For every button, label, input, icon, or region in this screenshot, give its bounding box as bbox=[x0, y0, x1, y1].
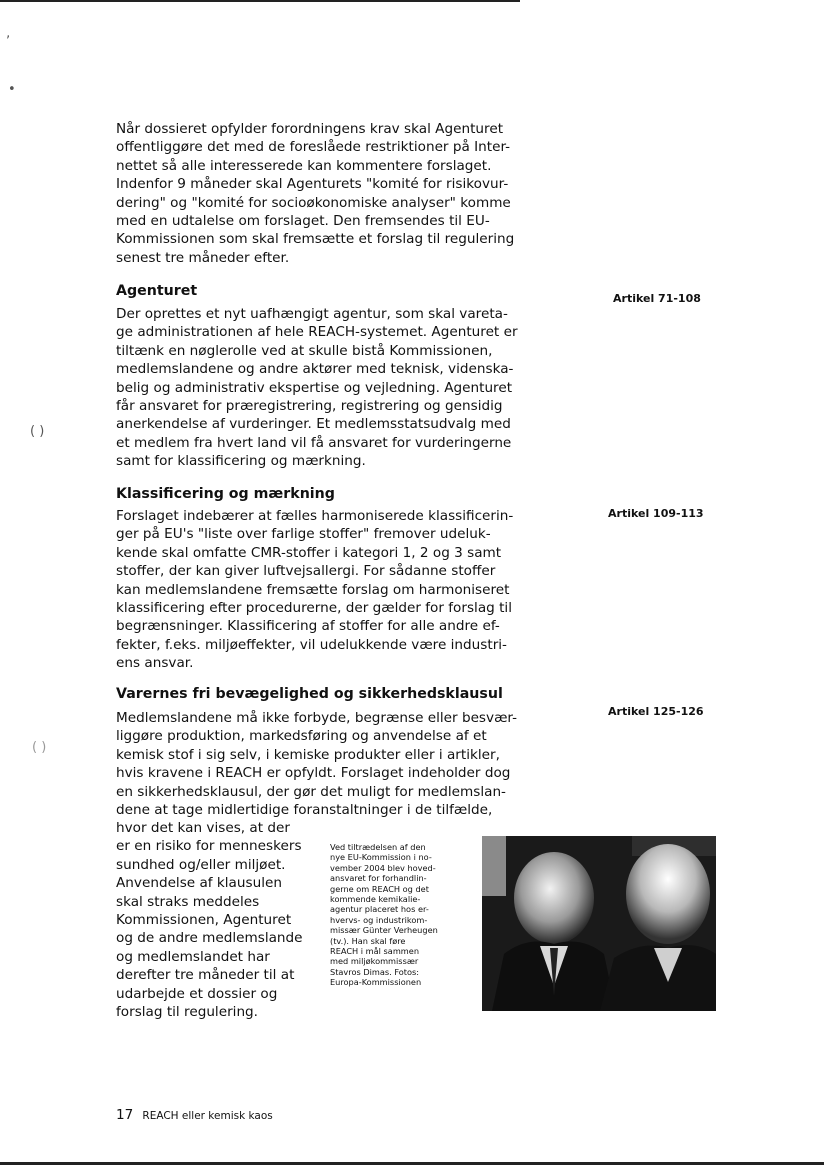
klassificering-paragraph: Forslaget indebærer at fælles harmoniserede klassificerin- ger på EU's "liste over farlige stoffer" fremover udeluk- kende skal omfatte CMR-stoffer i kategori 1, 2 og 3 samt stoffer, der kan giver luftvejsallergi. For sådanne stoffer kan medlemslandene fremsætte forslag om harmoniseret klassificering efter procedurerne, der gælder for forslag til begrænsninger. Klassificering af stoffer for alle andre ef- fekter, f.eks. miljøeffekter, vil udelukkende være industri- ens ansvar. bbox=[116, 508, 514, 672]
intro-paragraph: Når dossieret opfylder forordningens krav skal Agenturet offentliggøre det med de foreslåede restriktioner på Inter- nettet så alle interesserede kan kommentere forslaget. Indenfor 9 måneder skal Agenturets "komité for risikovur- dering" og "komité for socioøkonomiske analyser" komme med en udtalelse om forslaget. Den fremsendes til EU- Kommissionen som skal fremsætte et forslag til regulering senest tre måneder efter. bbox=[116, 121, 515, 266]
section-heading-agenturet: Agenturet bbox=[116, 283, 198, 299]
varernes-paragraph-continued: hvor det kan vises, at der er en risiko for menneskers sundhed og/eller miljøet. Anvendelse af klausulen skal straks meddeles Kommissionen, Agenturet og de andre medlemslande og medlemslandet har derefter tre måneder til at udarbejde et dossier og forslag til regulering. bbox=[116, 820, 303, 1021]
section-heading-varernes: Varernes fri bevægelighed og sikkerhedsklausul bbox=[116, 686, 503, 702]
photo-caption: Ved tiltrædelsen af den nye EU-Kommission i no- vember 2004 blev hoved- ansvaret for forhandlin- gerne om REACH og det kommende kemikalie- agentur placeret hos er- hvervs- og industrikom- missær Günter Verheugen (tv.). Han skal føre REACH i mål sammen med miljøkommissær Stavros Dimas. Fotos: Europa-Kommissionen bbox=[330, 842, 438, 988]
margin-note-article: Artikel 109-113 bbox=[608, 507, 704, 520]
commissioners-photo bbox=[482, 836, 716, 1011]
margin-note-article: Artikel 71-108 bbox=[613, 292, 701, 305]
margin-note-article: Artikel 125-126 bbox=[608, 705, 704, 718]
top-scan-line bbox=[0, 0, 520, 2]
bottom-scan-line bbox=[0, 1162, 824, 1165]
scan-mark-dot: • bbox=[8, 82, 16, 97]
punch-hole-mark: ( ) bbox=[30, 424, 45, 439]
agenturet-paragraph: Der oprettes et nyt uafhængigt agentur, som skal vareta- ge administrationen af hele REACH-systemet. Agenturet er tiltænk en nøglerolle ved at skulle bistå Kommissionen, medlemslandene og andre aktører med teknisk, videnska- belig og administrativ ekspertise og vejledning. Agenturet får ansvaret for præregistrering, registrering og gensidig anerkendelse af vurderinger. Et medlemsstatsudvalg med et medlem fra hvert land vil få ansvaret for vurderingerne samt for klassificering og mærkning. bbox=[116, 306, 518, 470]
page-number: 17 bbox=[116, 1107, 134, 1123]
page-footer bbox=[116, 1104, 273, 1123]
punch-hole-mark: ( ) bbox=[32, 740, 47, 755]
publication-title: REACH eller kemisk kaos bbox=[142, 1110, 273, 1122]
section-heading-klassificering: Klassificering og mærkning bbox=[116, 486, 335, 502]
scan-mark-dot: ʼ bbox=[6, 34, 11, 49]
varernes-paragraph: Medlemslandene må ikke forbyde, begrænse eller besvær- liggøre produktion, markedsføring og anvendelse af et kemisk stof i sig selv, i kemiske produkter eller i artikler, hvis kravene i REACH er opfyldt. Forslaget indeholder dog en sikkerhedsklausul, der gør det muligt for medlemslan- dene at tage midlertidige foranstaltninger i de tilfælde, bbox=[116, 710, 518, 819]
